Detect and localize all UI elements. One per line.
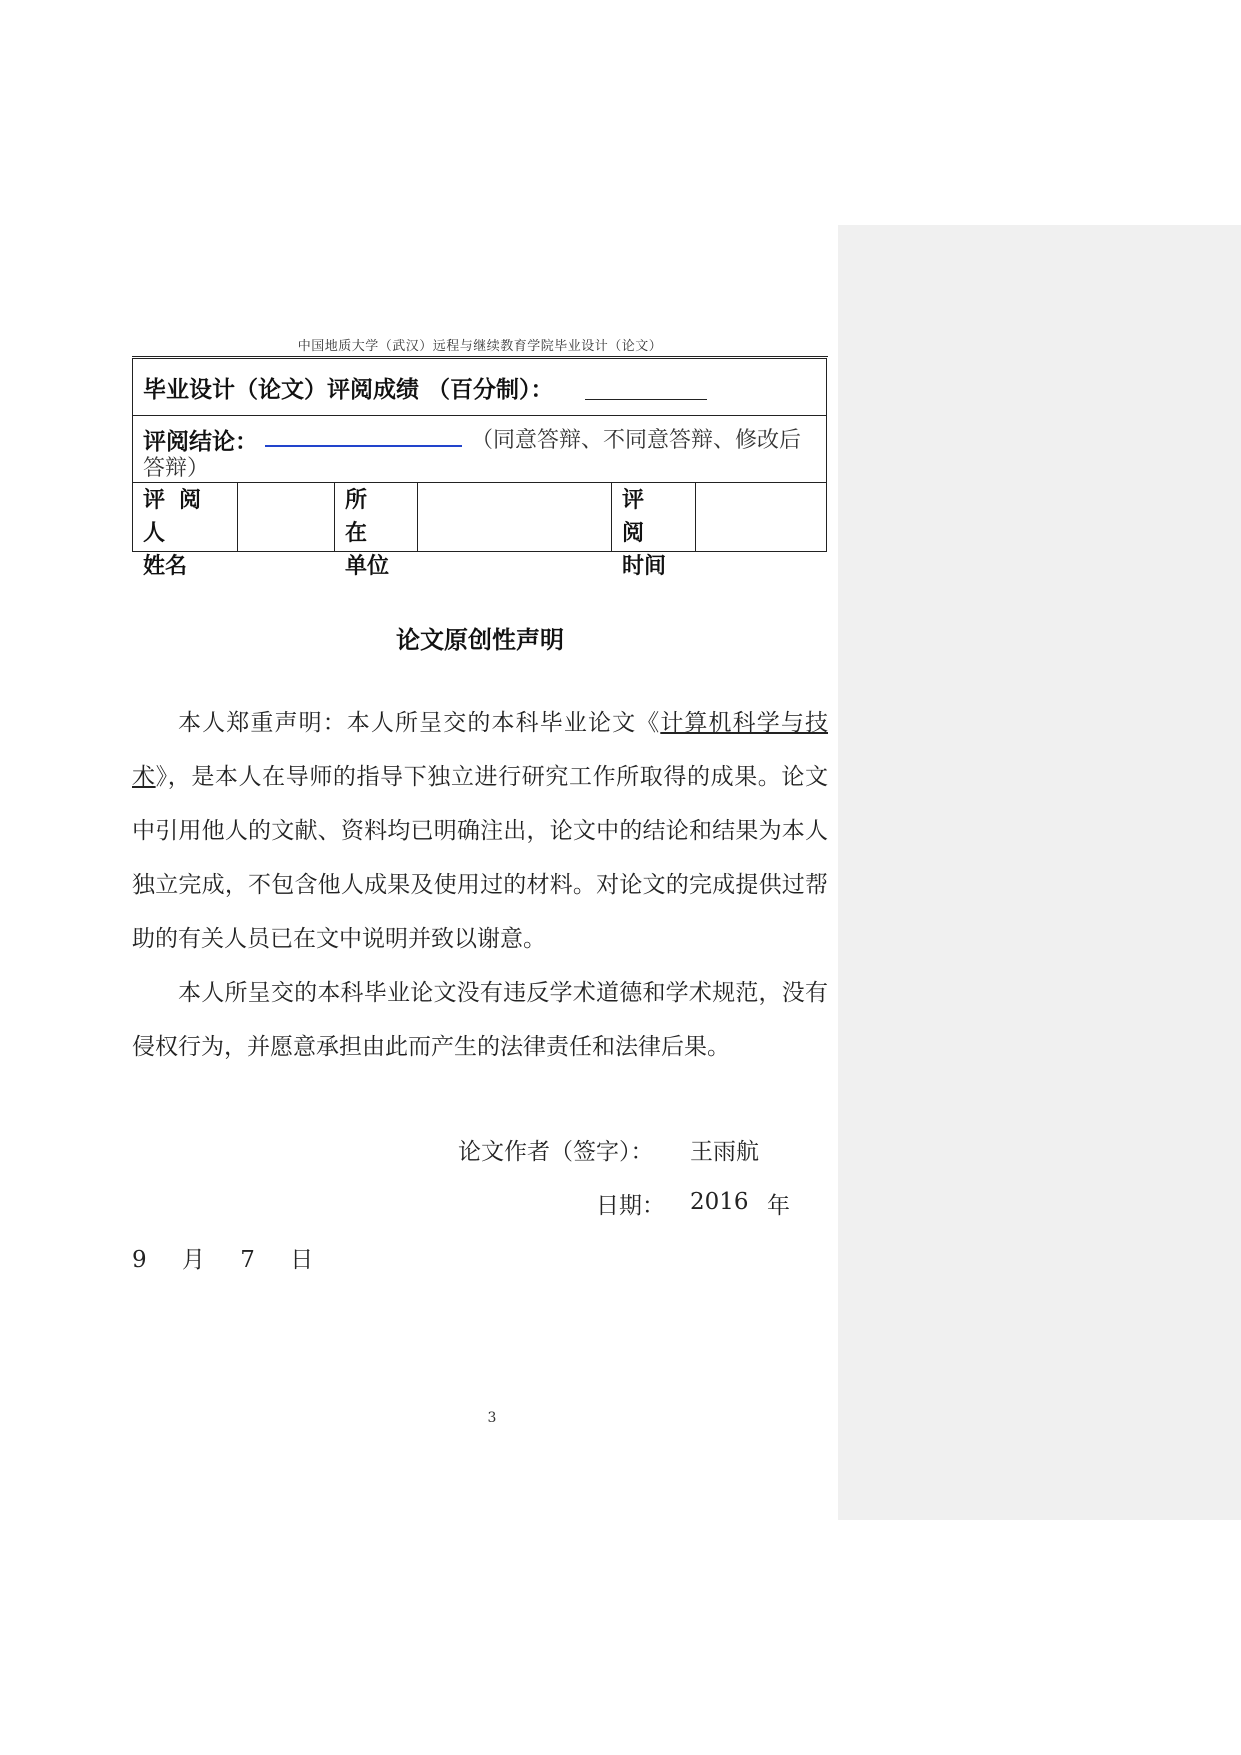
- score-label: 毕业设计（论文）评阅成绩 （百分制）：: [143, 376, 554, 403]
- conclusion-options: （同意答辩、不同意答辩、修改后: [471, 428, 802, 453]
- declaration-paragraph-1: [132, 696, 828, 966]
- unit-cell[interactable]: [418, 482, 612, 551]
- date-label: 日期：: [596, 1193, 665, 1219]
- score-blank-line[interactable]: [585, 399, 707, 400]
- conclusion-row: [133, 415, 826, 483]
- date-month-day: 9 月 7 日: [132, 1247, 314, 1273]
- declaration-paragraph-2: 本人所呈交的本科毕业论文没有违反学术道德和学术规范，没有侵权行为，并愿意承担由此而产生的法律责任和法律后果。: [132, 980, 828, 1060]
- declaration-title: 论文原创性声明: [396, 626, 564, 654]
- p1-after: 》，是本人在导师的指导下独立进行研究工作所取得的成果。论文中引用他人的文献、资料均已明确注出，论文中的结论和结果为本人独立完成，不包含他人成果及使用过的材料。对论文的完成提供过帮助的有关人员已在文中说明并致以谢意。: [132, 764, 829, 952]
- review-time-label-line1: 评 阅: [622, 487, 659, 546]
- header-rule: [132, 356, 828, 357]
- author-signature-label: 论文作者（签字）：: [458, 1139, 654, 1165]
- review-time-cell[interactable]: [696, 482, 826, 551]
- unit-label-line1: 所 在: [345, 487, 382, 546]
- page-number: 3: [487, 1410, 497, 1426]
- reviewer-name-label: [133, 482, 238, 579]
- conclusion-input-line[interactable]: [265, 445, 462, 447]
- score-row: [133, 359, 826, 416]
- date-year: 2016: [690, 1189, 749, 1215]
- reviewer-row: [133, 482, 826, 579]
- comment-margin-pane: [838, 225, 1241, 1520]
- date-year-unit: 年: [767, 1193, 790, 1219]
- review-score-table: [132, 358, 827, 579]
- p1-before: 本人郑重声明：本人所呈交的本科毕业论文《: [178, 710, 661, 736]
- conclusion-options-wrap: 答辩）: [143, 456, 210, 481]
- unit-label: [335, 482, 418, 579]
- reviewer-name-label-line1: 评阅人: [143, 487, 216, 546]
- thesis-title: 计算机科学与技术: [132, 710, 829, 790]
- reviewer-name-label-line2: 姓名: [143, 553, 188, 579]
- conclusion-label: 评阅结论：: [143, 428, 258, 455]
- running-header: 中国地质大学（武汉）远程与继续教育学院毕业设计（论文）: [297, 339, 663, 354]
- unit-label-line2: 单位: [345, 553, 390, 579]
- review-time-label: [612, 482, 696, 579]
- author-signature-name: 王雨航: [690, 1139, 759, 1165]
- reviewer-name-cell[interactable]: [238, 482, 335, 551]
- review-time-label-line2: 时间: [622, 553, 667, 579]
